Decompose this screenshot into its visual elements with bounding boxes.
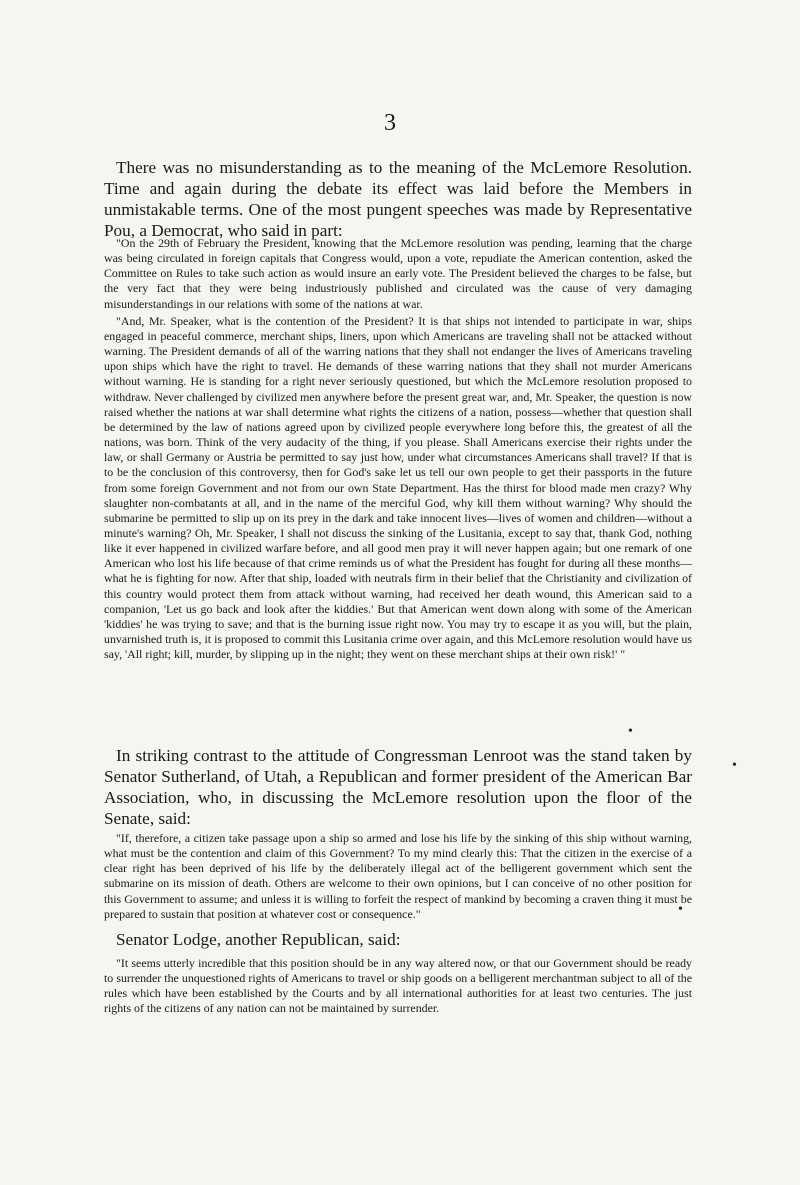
margin-mark: • xyxy=(732,758,737,773)
lodge-section xyxy=(104,929,692,950)
lodge-quote xyxy=(104,956,692,1017)
lodge-paragraph: Senator Lodge, another Republican, said: xyxy=(116,930,401,949)
lenroot-paragraph: In striking contrast to the attitude of Congressman Lenroot was the stand taken by Senator Sutherland, of Utah, a Republican and former president of the American Bar Association, who, in discussing the McLemore resolution upon the floor of the Senate, said: xyxy=(104,746,692,828)
sutherland-quote-paragraph: "If, therefore, a citizen take passage upon a ship so armed and lose his life by the sinking of this ship without warning, what must be the contention and claim of this Government? To my mind clearly this: That the citizen in the exercise of a clear right has been deprived of his life by the deliberately illegal act of the belligerent government which sent the submarine on its mission of death. Others are welcome to their own opinions, but I can conceive of no other position for this Government to assume; and unless it is willing to forfeit the respect of mankind by becoming a craven thing it must be prepared to sustain that position at whatever cost or consequence." xyxy=(104,831,692,921)
intro-section xyxy=(104,157,692,241)
margin-mark: • xyxy=(628,724,633,739)
intro-paragraph: There was no misunderstanding as to the meaning of the McLemore Resolution. Time and again during the debate its effect was laid before the Members in unmistakable terms. One of the most pungent speeches was made by Representative Pou, a Democrat, who said in part: xyxy=(104,158,692,240)
sutherland-quote xyxy=(104,831,692,922)
page-number: 3 xyxy=(384,110,396,136)
pou-quote xyxy=(104,236,692,662)
margin-mark: • xyxy=(678,902,683,917)
pou-quote-paragraph-1: "On the 29th of February the President, knowing that the McLemore resolution was pending, learning that the charge was being circulated in foreign capitals that Congress would, upon a vote, repudiate the American contention, asked the Committee on Rules to take such action as would insure an early vote. The President believed the charges to be false, but the very fact that they were being industriously published and circulated was the cause of very damaging misunderstandings in our relations with some of the nations at war. xyxy=(104,236,692,311)
lodge-quote-paragraph: "It seems utterly incredible that this position should be in any way altered now, or that our Government should be ready to surrender the unquestioned rights of Americans to travel or ship goods on a belligerent merchantman subject to all of the rules which have been established by the Courts and by all international authorities for at least two centuries. The just rights of the citizens of any nation can not be maintained by surrender. xyxy=(104,956,692,1016)
pou-quote-paragraph-2: "And, Mr. Speaker, what is the contention of the President? It is that ships not intended to participate in war, ships engaged in peaceful commerce, merchant ships, liners, upon which Americans are traveling shall not be attacked without warning. The President demands of all of the warring nations that they shall not endanger the lives of Americans traveling upon ships which have the right to travel. He demands of these warring nations that they shall not murder Americans without warning. He is standing for a right never seriously questioned, but which the McLemore resolution proposed to withdraw. Never challenged by civilized men anywhere before the present great war, and, Mr. Speaker, the question is now raised whether the nations at war shall determine what rights the citizens of a nation, possess—whether that question shall be determined by the law of nations agreed upon by civilized people everywhere long before this, the greatest of all the nations, was born. Think of the very audacity of the thing, if you please. Shall Americans exercise their rights under the law, or shall Germany or Austria be permitted to say just how, under what circumstances Americans shall travel? If that is to be the conclusion of this controversy, then for God's sake let us tell our own people to get their passports in the future from some foreign Government and not from our own State Department. Has the thirst for blood made men crazy? Why slaughter non-combatants at all, and in the name of the merciful God, why kill them without warning? Why should the submarine be permitted to slip up on its prey in the dark and take innocent lives—lives of women and children—without a minute's warning? Oh, Mr. Speaker, I shall not discuss the sinking of the Lusitania, except to say that, thank God, nothing like it ever happened in civilized warfare before, and all good men pray it will never happen again; but one remark of one American who lost his life because of that crime reminds us of what the President has fought for during all these months—what he is fighting for now. After that ship, loaded with neutrals firm in their belief that the Christianity and civilization of this country would protect them from attack without warning, had received her death wound, this American said to a companion, 'Let us go back and look after the kiddies.' But that American went down along with some of the American 'kiddies' he was trying to save; and that is the burning issue right now. You may try to escape it as you will, but the plain, unvarnished truth is, it is proposed to commit this Lusitania crime over again, and this McLemore resolution would have us say, 'All right; kill, murder, by slipping up in the night; they went on these merchant ships at their own risk!' " xyxy=(104,313,692,662)
lenroot-section xyxy=(104,745,692,829)
